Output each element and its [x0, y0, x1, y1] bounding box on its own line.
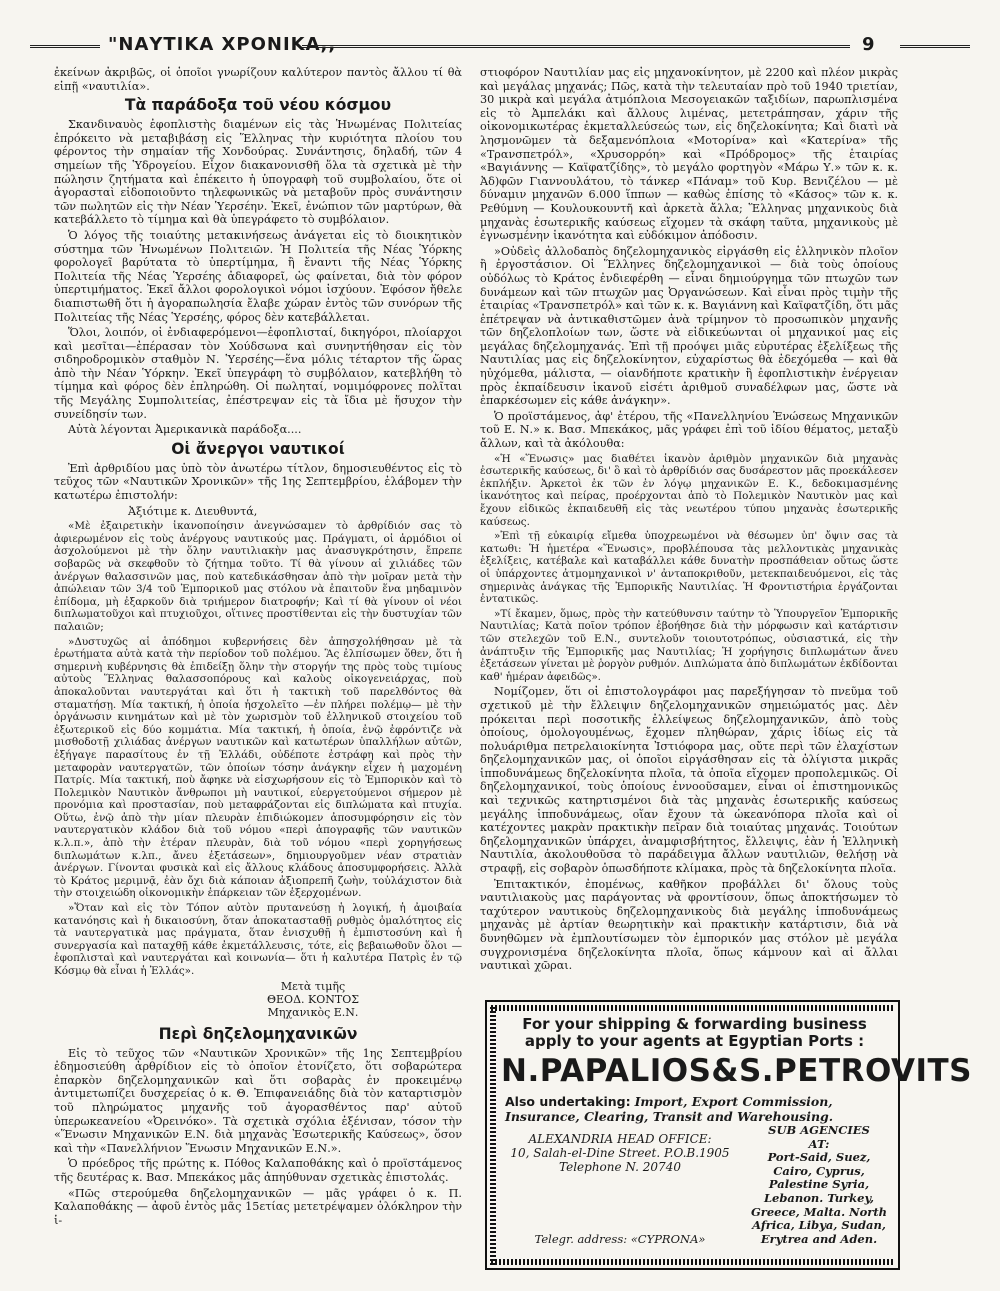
article-heading: Περὶ δηζελομηχανικῶν: [158, 1024, 358, 1043]
signature-closing: Μετὰ τιμῆς: [280, 979, 346, 993]
paragraph: »Οὐδεὶς ἀλλοδαπὸς δηζελομηχανικὸς εἰργάσθη εἰς ἑλληνικὸν πλοῖον ἢ ἐργοστάσιον. Οἱ Ἕλληνες δηζελομηχανικοὶ — διὰ τοὺς ὁποίους οὐδόλως τὸ Κράτος ἐνδιεφέρθη — εἶναι δημιούργημα τῶν πτωχῶν των δυνάμεων καὶ τῶν πτωχῶν μας Ὀργανώσεων. Καὶ εἶναι πρὸς τιμὴν τῆς ἑταιρίας «Τρανσπετρόλ» καὶ τῶν κ. κ. Βαγιάννη καὶ Καϊφατζίδη, ὅτι μᾶς ἐπέτρεψαν νὰ ἀντικαθιστῶμεν ἀνὰ τρίμηνον τὸ προσωπικὸν μηχανῆς τῶν δηζελοπλοίων των, ὥστε νὰ εἰδικεύωνται οἱ μηχανικοί μας εἰς μεγάλας δηζελομηχανάς. Ἐπὶ τῇ προόψει μιᾶς εὐρυτέρας ἐξελίξεως τῆς Ναυτιλίας μας εἰς δηζελοκίνητον, εὐχαρίστως θὰ ἐδεχόμεθα — καὶ θὰ ηὐχόμεθα, μάλιστα, — οἱανδήποτε κρατικὴν ἢ ἐφοπλιστικὴν ἐνέργειαν πρὸς ἐκπαίδευσιν ἱκανοῦ εἰσέτι ἀριθμοῦ συναδέλφων μας, ὥστε νὰ ἐπαρκέσωμεν εἰς κάθε ἀνάγκην».: [480, 244, 898, 408]
ad-head-office-phone: Telephone N. 20740: [559, 1160, 681, 1174]
paragraph: Ὅλοι, λοιπόν, οἱ ἐνδιαφερόμενοι—ἐφοπλισταί, δικηγόροι, πλοίαρχοι καὶ μεσῖται—ἐπέρασαν τὸν Χούδσωνα καὶ συνηντήθησαν εἰς τὸν σιδηροδρομικὸν σταθμὸν Ν. Ὑερσέης—ἕνα μόλις τέταρτον τῆς ὥρας ἀπὸ τὴν Νέαν Ὑόρκην. Ἐκεῖ ὑπεγράφη τὸ συμβόλαιον, κατεβλήθη τὸ τίμημα καὶ φόρος δὲν ἐπληρώθη. Οἱ πωληταί, νομιμόφρονες πολῖται τῆς Μεγάλης Συμπολιτείας, ἐπέστρεψαν εἰς τὰ ἴδια μὲ ἥσυχον τὴν συνείδησίν των.: [54, 326, 462, 421]
ad-head-office-title: ALEXANDRIA HEAD OFFICE:: [528, 1132, 712, 1146]
header-rule-middle: [302, 45, 850, 48]
ad-tagline: [501, 1016, 888, 1050]
ad-services: [505, 1094, 888, 1124]
right-column: [480, 66, 898, 991]
paragraph: Νομίζομεν, ὅτι οἱ ἐπιστολογράφοι μας παρεξήγησαν τὸ πνεῦμα τοῦ σχετικοῦ μὲ τὴν ἔλλειψιν δηζελομηχανικῶν σημειώματός μας. Δὲν πρόκειται περὶ ποσοτικῆς ἐλλείψεως δηζελομηχανικῶν, ἀπὸ τοὺς ὁποίους, ὁμολογουμένως, ἔχομεν πληθώραν, χάρις ἰδίως εἰς τὰ πολυάριθμα πετρελαιοκίνητα Ἰστιόφορα μας, οὔτε περὶ τῶν ἐλαχίστων δηζελομηχανικῶν μας, οἱ ὁποῖοι εἰργάσθησαν εἰς τὰ ὀλίγιστα μικρᾶς ἱπποδυνάμεως δηζελοκίνητα πλοῖα, τὰ ὁποῖα εἴχομεν προπολεμικῶς. Οἱ δηζελομηχανικοί, τοὺς ὁποίους ἐννοοῦσαμεν, εἶναι οἱ ἐπιστημονικῶς καὶ τεχνικῶς κατηρτισμένοι διὰ τὰς μηχανὰς ἐσωτερικῆς καύσεως μεγάλης ἱπποδυνάμεως, οἵαν ἔχουν τὰ ὠκεανόπορα πλοῖα καὶ οἱ κατέχοντες μακρὰν πρακτικὴν πεῖραν διὰ τοιαύτας μηχανάς. Τοιούτων δηζελομηχανικῶν ὑπάρχει, ἀναμφισβήτητος, ἔλλειψις, ἐὰν ἡ Ἑλληνικὴ Ναυτιλία, ἀκολουθοῦσα τὸ παράδειγμα ἄλλων ναυτιλιῶν, θελήσῃ νὰ στραφῇ, εἰς σοβαρὸν ὁπωσδήποτε κλίμακα, πρὸς τὰ δηζελοκίνητα πλοῖα.: [480, 685, 898, 876]
signature-title: Μηχανικὸς Ε.Ν.: [267, 1005, 359, 1019]
paragraph: Ὁ προϊστάμενος, ἀφ' ἑτέρου, τῆς «Πανελληνίου Ἑνώσεως Μηχανικῶν τοῦ Ε. Ν.» κ. Βασ. Μπεκάκος, μᾶς γράφει ἐπὶ τοῦ ἰδίου θέματος, μεταξὺ ἄλλων, καὶ τὰ ἀκόλουθα:: [480, 409, 898, 451]
ad-head-office-address: 10, Salah-el-Dine Street. P.O.B.1905: [510, 1146, 730, 1160]
header-rule-right: [900, 45, 970, 48]
ad-border-stripe: [491, 1005, 894, 1011]
paragraph: Ἐπὶ ἀρθριδίου μας ὑπὸ τὸν ἀνωτέρω τίτλον, δημοσιευθέντος εἰς τὸ τεῦχος τῶν «Ναυτικῶν Χρονικῶν» τῆς 1ης Σεπτεμβρίου, ἐλάβομεν τὴν κατωτέρω ἐπιστολήν:: [54, 461, 462, 503]
article-heading: Τὰ παράδοξα τοῦ νέου κόσμου: [124, 96, 392, 115]
paragraph: Σκανδιναυὸς ἐφοπλιστὴς διαμένων εἰς τὰς Ἡνωμένας Πολιτείας ἐπρόκειτο νὰ μεταβιβάσῃ εἰς Ἕλληνας τὴν κυριότητα πλοίου του φέροντος τὴν σημαίαν τῆς Χονδούρας. Συνάντησις, δηλαδή, τῶν 4 σημείων τῆς Ὑδρογείου. Εἶχον διακανονισθῆ ὅλα τὰ σχετικὰ μὲ τὴν πώλησιν ζητήματα καὶ ἐπέκειτο ἡ ὑπογραφὴ τοῦ συμβολαίου, ὅτε οἱ ἀγορασταὶ εἰδοποιοῦντο τηλεφωνικῶς νὰ μεταβοῦν πρὸς συνάντησιν τῶν πωλητῶν εἰς τὴν Νέαν Ὑερσέην. Ἐκεῖ, ἐνώπιον τῶν μαρτύρων, θὰ κατεβάλλετο τὸ τίμημα καὶ θὰ ὑπεγράφετο τὸ συμβόλαιον.: [54, 118, 462, 227]
paragraph: Ὁ πρόεδρος τῆς πρώτης κ. Πόθος Καλαποθάκης καὶ ὁ προϊστάμενος τῆς δευτέρας κ. Βασ. Μπεκάκος μᾶς ἀπηύθυναν σχετικὰς ἐπιστολάς.: [54, 1157, 462, 1184]
signature-name: ΘΕΟΔ. ΚΟΝΤΟΣ: [267, 992, 359, 1006]
letter-paragraph: »Ἐπὶ τῇ εὐκαιρίᾳ εἴμεθα ὑποχρεωμένοι νὰ θέσωμεν ὑπ' ὄψιν σας τὰ κατωθι: Ἡ ἡμετέρα «Ἕνωσις», προβλέπουσα τὰς μελλοντικὰς μηχανικὰς ἐξελίξεις, κατέβαλε καὶ καταβάλλει κάθε δυνατὴν προσπάθειαν οὕτως ὥστε οἱ ὑπάρχοντες ἀτμομηχανικοὶ ν' ἀνταποκριθοῦν, μετεκπαιδευόμενοι, εἰς τὰς σημερινὰς ἀνάγκας τῆς Ἐμπορικῆς Ναυτιλίας. Ἡ Φροντιστήρια ἐργάζονται ἐντατικῶς.: [480, 530, 898, 606]
letter-paragraph: »Τί ἔκαμεν, ὅμως, πρὸς τὴν κατεύθυνσιν ταύτην τὸ Ὑπουργεῖον Ἐμπορικῆς Ναυτιλίας; Κατὰ ποῖον τρόπον ἐβοήθησε διὰ τὴν μόρφωσιν καὶ κατάρτισιν τῶν στελεχῶν τοῦ Ε.Ν., συντελοῦν τοιουτοτρόπως, οὐσιαστικά, εἰς τὴν ἀνάπτυξιν τῆς Ἐμπορικῆς μας Ναυτιλίας; Ἡ χορήγησις διπλωμάτων ἄνευ ἐξετάσεων γίνεται μὲ ῥοργὸν ρυθμόν. Διπλώματα ἀπὸ διπλωμάτων ἐκδίδονται καθ' ἡμέραν ἀφειδῶς».: [480, 607, 898, 683]
ad-sub-agencies-list: Port-Said, Suez, Cairo, Cyprus, Palestine Syria, Lebanon. Turkey, Greece, Malta. North Africa, Libya, Sudan, Erytrea and Aden.: [750, 1150, 888, 1246]
letter-paragraph: »Δυστυχῶς αἱ ἁπόδημοι κυβερνήσεις δὲν ἀπησχολήθησαν μὲ τὰ ἐρωτήματα αὐτὰ κατὰ τὴν περίοδον τοῦ πολέμου. Ἂς ἐλπίσωμεν ὅθεν, ὅτι ἡ σημερινὴ κυβέρνησις θὰ ἐπιδείξῃ ὅλην τὴν στοργήν της πρὸς τοὺς τιμίους αὐτοὺς Ἕλληνας θαλασσοπόρους καὶ καλοὺς οἰκογενειάρχας, ποὺ ἀποκαλοῦνται ναυτεργάται καὶ ὅτι ἡ τακτικὴ τοῦ παρελθόντος θὰ σταματήσῃ. Μία τακτική, ἡ ὁποία ἠσχολεῖτο —ἐν πλήρει πολέμῳ— μὲ τὴν ὀργάνωσιν κινημάτων καὶ μὲ τὸν χωρισμὸν τοῦ ἑλληνικοῦ στοιχείου τοῦ ἐξωτερικοῦ εἰς δύο κομμάτια. Μία τακτική, ἡ ὁποία, ἐνῷ ἐφρόντιζε νὰ μισθοδοτῇ χιλιάδας ἀνέργων ναυτικῶν καὶ κατωτέρων ὑπαλλήλων αὐτῶν, ἐξήγαγε παρασίτους ἐν τῇ Ἑλλάδι, οὐδέποτε ἐστράφη καὶ πρὸς τὴν μεταφορὰν ναυτεργατῶν, τῶν ὁποίων τόσην ἀνάγκην εἶχεν ἡ μαχομένη Πατρίς. Μία τακτική, ποὺ ἄφηκε νὰ εἰσχωρήσουν εἰς τὸ Ἐμπορικὸν καὶ τὸ Πολεμικὸν Ναυτικὸν ἄνθρωποι μὴ ναυτικοί, εὐεργετούμενοι σήμερον μὲ προνόμια καὶ προστασίαν, ποὺ μεταφράζονται εἰς διπλώματα καὶ πτυχία. Οὕτω, ἐνῷ ἀπὸ τὴν μίαν πλευρὰν ἐπιδιώκομεν ἀποσυμφόρησιν εἰς τὸν ναυτεργατικὸν κλάδον διὰ τοῦ νόμου «περὶ ἀπογραφῆς τῶν ναυτικῶν κ.λ.π.», ἀπὸ τὴν ἑτέραν πλευρὰν, διὰ τοῦ νόμου «περὶ χορηγήσεως διπλωμάτων κ.λπ., ἄνευ ἐξετάσεων», δημιουργοῦμεν νέαν στρατιὰν ἀνέργων. Γίνονται φυσικὰ καὶ εἰς ἄλλους κλάδους ἀποσυμφορήσεις. Ἀλλὰ τὸ Κράτος μεριμνᾷ, ἐὰν ὄχι διὰ κάποιαν ἀξιοπρεπῆ ζωὴν, τοὐλάχιστον διὰ τὴν στοιχειώδη οἰκονομικὴν ἐπάρκειαν τῶν ἐξερχομένων.: [54, 635, 462, 900]
ad-services-text: Import, Export Commission, Insurance, Clearing, Transit and Warehousing.: [505, 1094, 834, 1124]
paragraph: Ἐπιτακτικόν, ἐπομένως, καθῆκον προβάλλει δι' ὅλους τοὺς ναυτιλιακοὺς μας παράγοντας νὰ φροντίσουν, ὅπως ἀποκτήσωμεν τὸ ταχύτερον ναυτικοὺς δηζελομηχανικοὺς διὰ μεγάλης ἱπποδυνάμεως μηχανὰς μὲ ἀρτίαν θεωρητικὴν καὶ πρακτικὴν κατάρτισιν, διὰ νὰ δυνηθῶμεν νὰ ἐμπλουτίσωμεν τὸν ἐμπορικόν μας στόλον μὲ μεγάλα συγχρονισμένα δηζελοκίνητα πλοῖα, ὅπως κάμνουν καὶ αἱ ἄλλαι ναυτικαὶ χῶραι.: [480, 877, 898, 973]
ad-sub-agencies: [749, 1124, 889, 1246]
ad-tagline-2: apply to your agents at Egyptian Ports :: [524, 1032, 865, 1050]
header-rule-left: [30, 45, 100, 48]
ad-company-name: N.PAPALIOS&S.PETROVITS: [501, 1053, 972, 1089]
paragraph: Αὐτὰ λέγονται Ἀμερικανικὰ παράδοξα....: [68, 423, 302, 437]
signature-block: [54, 980, 462, 1019]
letter-paragraph: «Μὲ ἐξαιρετικὴν ἱκανοποίησιν ἀνεγνώσαμεν τὸ ἀρθρίδιόν σας τὸ ἀφιερωμένον εἰς τοὺς ἀνέργους ναυτικούς μας. Πράγματι, οἱ ἁρμόδιοι οἱ ἀσχολούμενοι μὲ τὴν ὅλην ναυτιλιακὴν μας ἀνασυγκρότησιν, ἔπρεπε σοβαρῶς νὰ σκεφθοῦν τὸ ζήτημα τοῦτο. Τί θὰ γίνουν αἱ χιλιάδες τῶν ἀνέργων θαλασσινῶν μας, ποὺ κατεδικάσθησαν ἀπὸ τὴν μοῖραν μετὰ τὴν ἀπώλειαν τῶν 3/4 τοῦ Ἐμπορικοῦ μας στόλου νὰ ἐπαιτοῦν ἕνα μηδαμινὸν ἐπίδομα, μὴ ἐξαρκοῦν διὰ τριήμερον διατροφήν; Καὶ τί θὰ γίνουν οἱ νέοι διπλωματοῦχοι καὶ πτυχιοῦχοι, οἵτινες προστίθενται εἰς τὴν δυστυχίαν τῶν παλαιῶν;: [54, 520, 462, 633]
paragraph: Ἀξιότιμε κ. Διευθυντά,: [128, 504, 258, 518]
ad-sub-agencies-at: AT:: [808, 1136, 830, 1151]
paragraph: Ὁ λόγος τῆς τοιαύτης μετακινήσεως ἀνάγεται εἰς τὸ διοικητικὸν σύστημα τῶν Ἡνωμένων Πολιτειῶν. Ἡ Πολιτεία τῆς Νέας Ὑόρκης φορολογεῖ βαρύτατα τὸ ὑπερτίμημα, ἢ ἔναντι τῆς Νέας Ὑόρκης Πολιτεία τῆς Νέας Ὑερσέης ἀδιαφορεῖ, ὡς φαίνεται, διὰ τὸν φόρον ὑπερτιμήματος. Ἐκεῖ ἄλλοι φορολογικοὶ νόμοι ἰσχύουν. Ἐφόσον ἤθελε διαπιστωθῆ ὅτι ἡ ἀγοραπωλησία ἔλαβε χώραν ἐντὸς τῶν συνόρων τῆς Πολιτείας τῆς Νέας Ὑερσέης, φόρος δὲν κατεβάλλεται.: [54, 228, 462, 324]
paragraph: ἐκείνων ἀκριβῶς, οἱ ὁποῖοι γνωρίζουν καλύτερον παντὸς ἄλλου τί θὰ εἰπῇ «ναυτιλία».: [54, 66, 462, 93]
ad-head-office: [505, 1132, 735, 1174]
ad-sub-agencies-title: SUB AGENCIES: [768, 1123, 870, 1137]
ad-services-label: Also undertaking:: [505, 1094, 631, 1109]
article-heading: Οἱ ἄνεργοι ναυτικοί: [171, 439, 345, 458]
shipping-advertisement: [485, 1000, 972, 1270]
ad-border-stripe: [490, 1005, 496, 1265]
page-header: [30, 34, 970, 54]
paragraph: «Πῶς στερούμεθα δηζελομηχανικῶν — μᾶς γράφει ὁ κ. Π. Καλαποθάκης — ἀφοῦ ἐντὸς μᾶς 15ετίας μετετρέψαμεν ὁλόκληρον τὴν ἱ-: [54, 1186, 462, 1227]
paragraph: στιοφόρον Ναυτιλίαν μας εἰς μηχανοκίνητον, μὲ 2200 καὶ πλέον μικρὰς καὶ μεγάλας μηχανάς; Πῶς, κατὰ τὴν τελευταίαν πρὸ τοῦ 1940 τριετίαν, 30 μικρὰ καὶ μεγάλα ἀτμόπλοια Μεσογειακῶν ταξιδίων, παρωπλισμένα εἰς τὸ Ἀμπελάκι καὶ ἄλλους λιμένας, μετετράπησαν, χάριν τῆς οἰκονομικωτέρας ἐκμεταλλεύσεώς των, εἰς δηζελοκίνητα; Καὶ διατὶ νὰ λησμονῶμεν τὰ δεξαμενόπλοια «Μοτορίνα» καὶ «Κατερίνα» τῆς «Τρανσπετρόλ», «Χρυσορρόη» καὶ «Πρόδρομος» τῆς ἑταιρίας «Βαγιάννης — Καϊφατζίδης», τὸ μεγάλο φορτηγὸν «Μάρω Υ.» τῶν κ. κ. Ἀδ)φῶν Γιαννουλάτου, τὸ τάνκερ «Πάναμ» τοῦ Κυρ. Βενιζέλου — μὲ δύναμιν μηχανῶν 6.000 ἵππων — καθὼς ἐπίσης τὸ «Κάσος» τῶν κ. κ. Ρεθύμνη — Κουλουκουντῆ καὶ ἀρκετὰ ἄλλα; Ἕλληνας μηχανικοὺς διὰ μηχανὰς ἐσωτερικῆς καύσεως εἴχομεν τὰ σκάφη ταῦτα, μηχανικοὺς μὲ ἐγνωσμένην ἱκανότητα καὶ εὐδόκιμον ἀπόδοσιν.: [480, 66, 898, 243]
letter-paragraph: «Ἡ «Ἕνωσις» μας διαθέτει ἱκανὸν ἀριθμὸν μηχανικῶν διὰ μηχανὰς ἐσωτερικῆς καύσεως, δι' ὃ καὶ τὸ ἀρθρίδιόν σας δυσάρεστον μᾶς προεκάλεσεν ἐκπλήξιν. Ἀρκετοὶ ἐκ τῶν ἐν λόγῳ μηχανικῶν Ε. Κ., δεδοκιμασμένης ἱκανότητος καὶ πείρας, προέρχονται ἀπὸ τὸ Πολεμικὸν Ναυτικὸν μας καὶ ἔχουν εἰδικῶς ἐκπαιδευθῆ εἰς τὰς νεωτέρου τύπου μηχανὰς ἐσωτερικῆς καύσεως.: [480, 452, 898, 528]
ad-tagline-1: For your shipping & forwarding business: [522, 1015, 867, 1033]
page-number: 9: [862, 34, 875, 55]
paragraph: Εἰς τὸ τεῦχος τῶν «Ναυτικῶν Χρονικῶν» τῆς 1ης Σεπτεμβρίου ἐδημοσιεύθη ἀρθρίδιον εἰς τὸ ὁποῖον ἐτονίζετο, ὅτι σοβαρώτερα ἐπαρκὸν δηζελομηχανικῶν καὶ ὅτι σοβαρὰς ἐν προκειμένῳ ἀντιμετωπίζει δυσχερείας ὁ κ. Θ. Ἐπιφανειάδης διὰ τὸν καταρτισμὸν τοῦ πληρώματος μηχανῆς τοῦ ἀγορασθέντος παρ' αὐτοῦ ὑπερωκεανείου «Ὀρεινόκο». Τὰ σχετικὰ σχόλια ἐξένισαν, τόσον τὴν «Ἕνωσιν Μηχανικῶν Ε.Ν. διὰ μηχανὰς Ἐσωτερικῆς Καύσεως», ὅσον καὶ τὴν «Πανελλήνιον Ἕνωσιν Μηχανικῶν Ε.Ν.».: [54, 1046, 462, 1155]
letter-paragraph: »Ὅταν καὶ εἰς τὸν Τόπον αὐτὸν πρυτανεύσῃ ἡ λογική, ἡ ἀμοιβαία κατανόησις καὶ ἡ δικαιοσύνη, ὅταν ἀποκατασταθῇ ρυθμὸς ὁμαλότητος εἰς τὰ ναυτεργατικὰ μας πράγματα, ὅταν ἐνισχυθῇ ἡ ἐμπιστοσύνη καὶ ἡ συνεργασία καὶ παταχθῇ κάθε ἐκμετάλλευσις, τότε, εἰς βεβαιωθοῦν ὅλοι —ἐφοπλισταὶ καὶ ναυτεργάται καὶ κοινωνία— ὅτι ἡ καλυτέρα Πατρὶς ἐν τῷ Κόσμῳ θὰ εἶναι ἡ Ἑλλάς».: [54, 902, 462, 977]
ad-border-stripe: [491, 1259, 894, 1265]
ad-telegraph-address: Telegr. address: «CYPRONA»: [534, 1232, 706, 1246]
publication-title: "ΝΑΥΤΙΚΑ ΧΡΟΝΙΚΑ,,: [108, 34, 337, 55]
left-column: [54, 66, 462, 1276]
